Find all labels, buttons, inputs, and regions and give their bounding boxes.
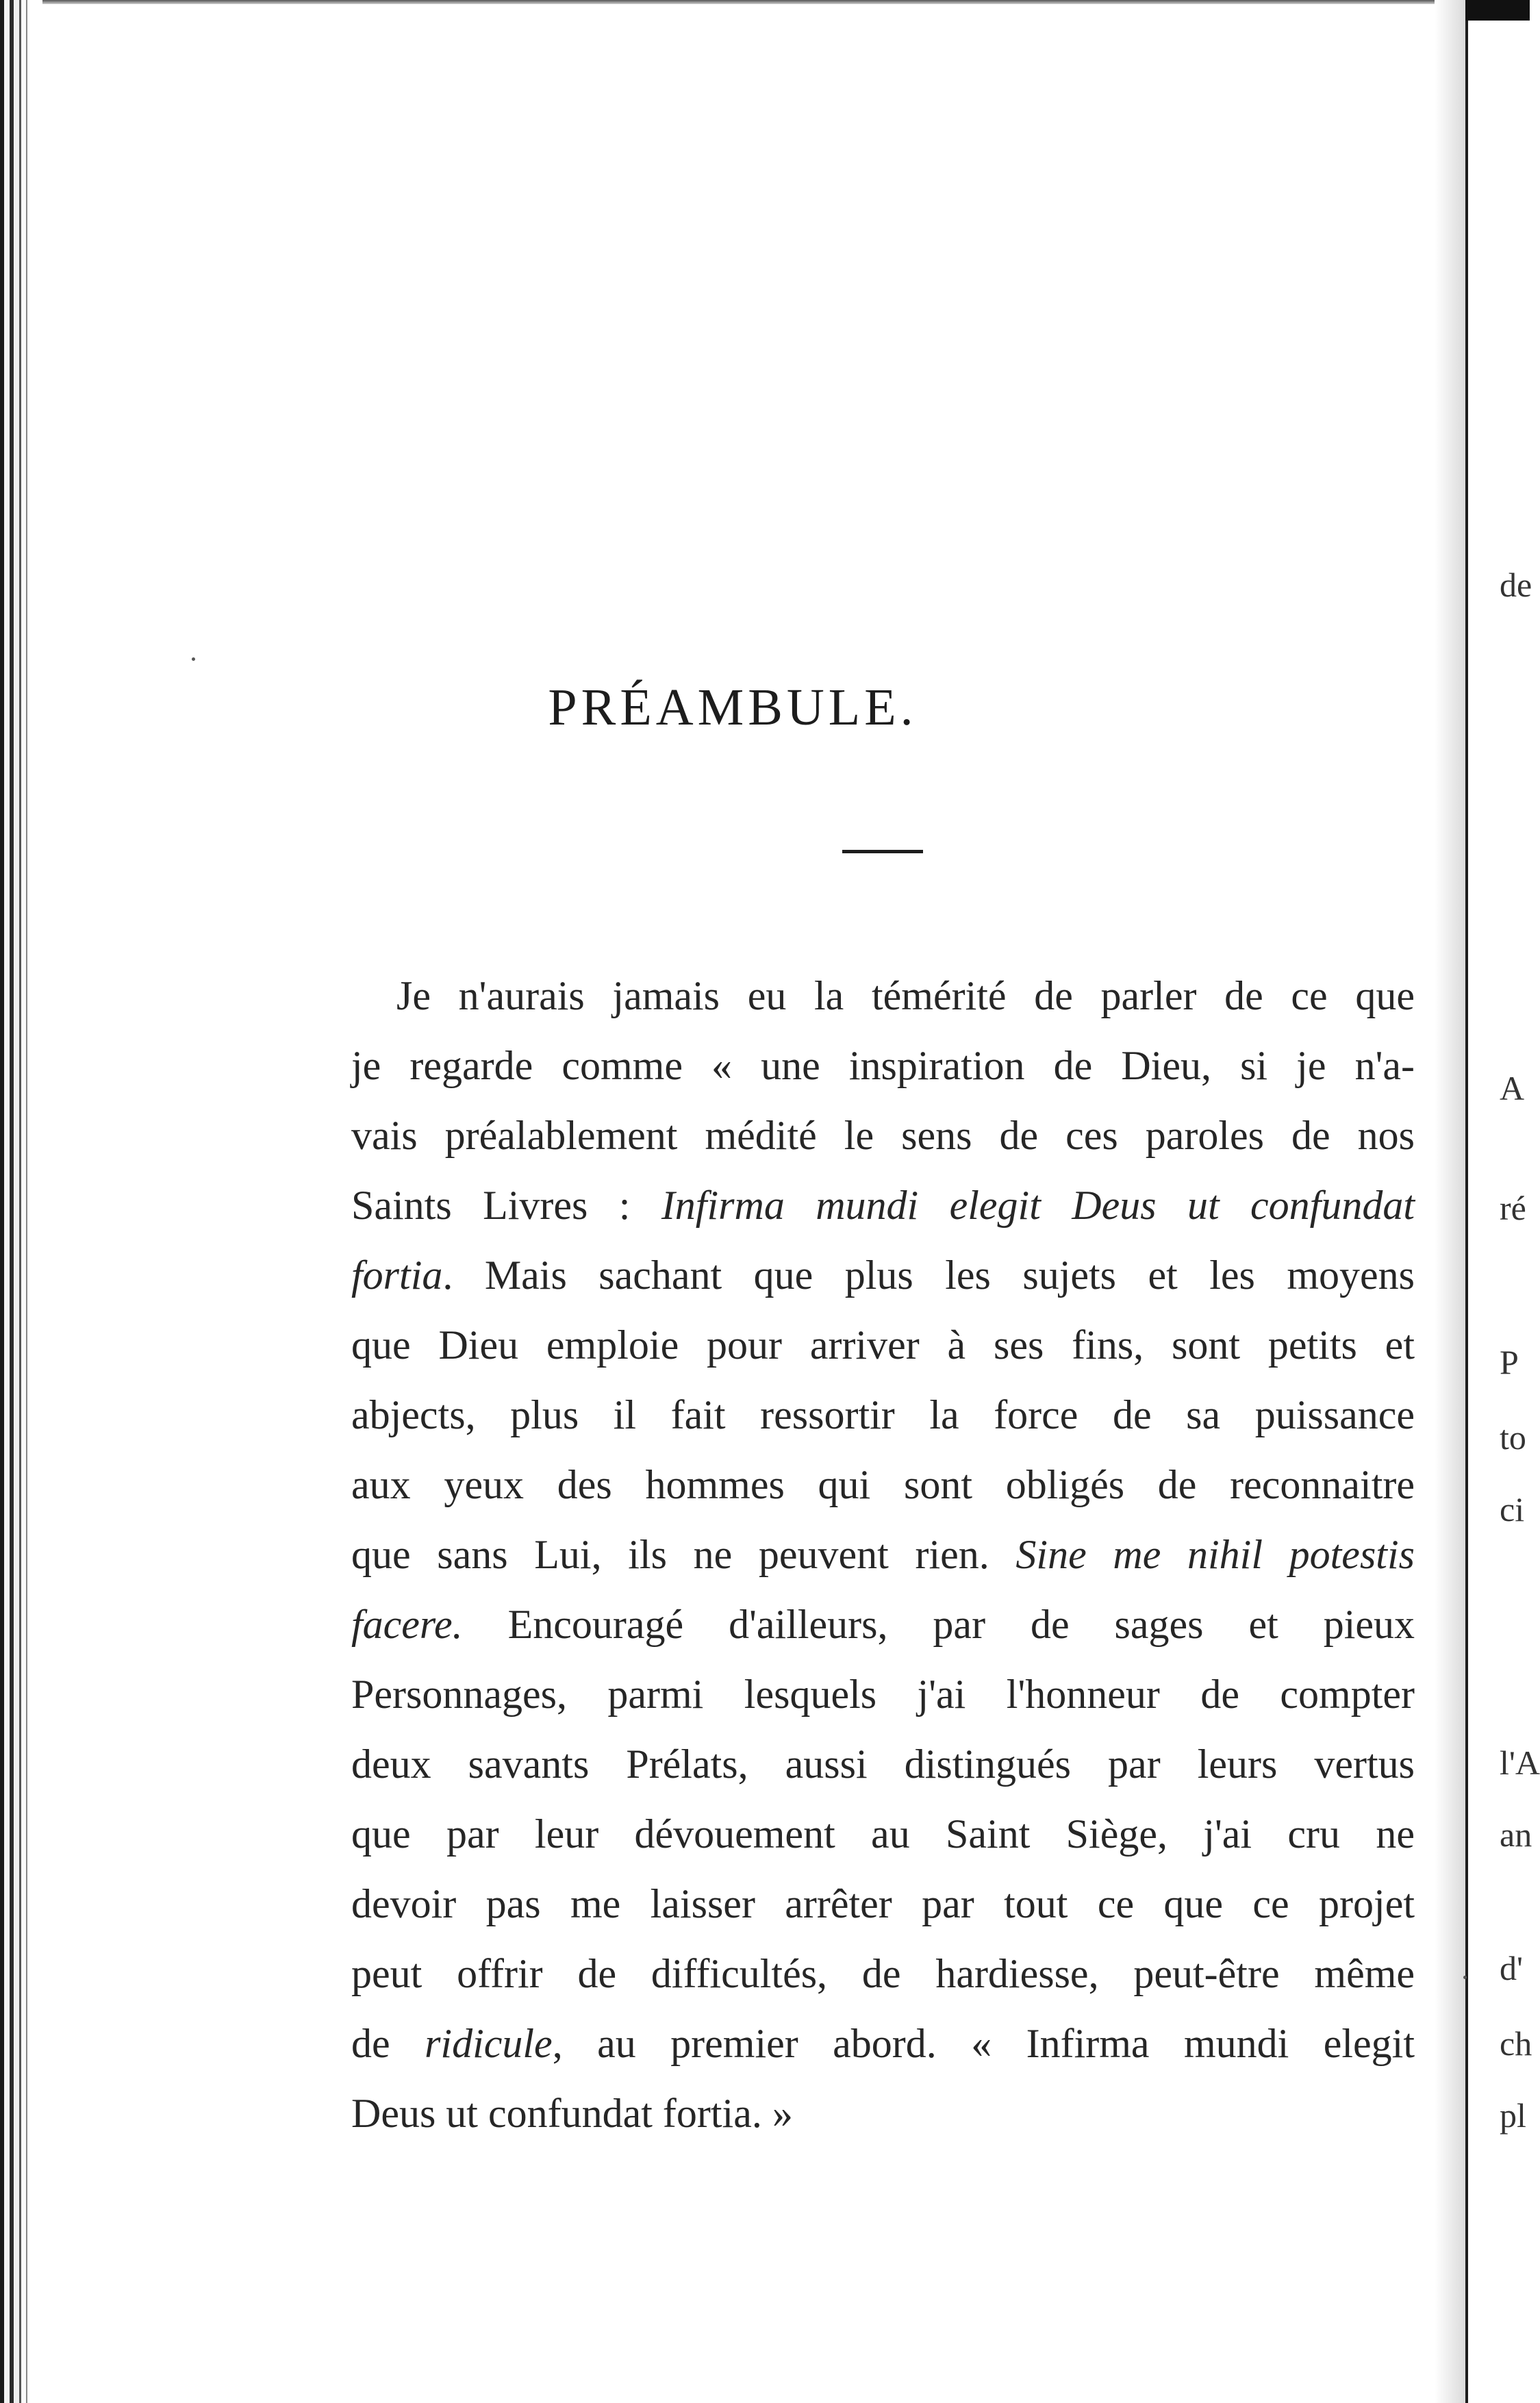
title-rule	[842, 850, 923, 853]
opposite-page-fragment: d'	[1500, 1949, 1524, 1987]
opposite-page-fragment: P	[1500, 1343, 1519, 1381]
text-line	[351, 1879, 1415, 1949]
text-line	[351, 1390, 1415, 1460]
page-title: PRÉAMBULE.	[548, 679, 918, 736]
text-run: que sans Lui, ils ne peuvent rien.	[351, 1532, 1016, 1577]
latin-quotation: Infirma mundi elegit Deus ut confundat	[661, 1183, 1415, 1228]
text-run: , au premier abord. « Infirma mundi elegit	[552, 2021, 1415, 2066]
text-run: vais préalablement médité le sens de ces paroles de nos	[351, 1113, 1415, 1158]
page-fold-shadow	[1435, 0, 1465, 2403]
opposite-page-fragment: de	[1500, 566, 1532, 604]
preamble-paragraph	[351, 971, 1415, 2159]
book-spine-edge	[0, 0, 42, 2403]
opposite-page-fragment: pl	[1500, 2096, 1526, 2135]
text-line	[351, 1530, 1415, 1600]
text-line	[351, 2089, 1415, 2159]
text-line	[351, 971, 1415, 1041]
text-line	[351, 1181, 1415, 1250]
opposite-page-fragment: A	[1500, 1069, 1525, 1107]
latin-quotation: facere.	[351, 1602, 463, 1647]
text-run: Deus ut confundat fortia. »	[351, 2091, 793, 2136]
text-line	[351, 1460, 1415, 1530]
opposite-page-fragment: ci	[1500, 1490, 1525, 1528]
text-run: Encouragé d'ailleurs, par de sages et pieux	[462, 1602, 1415, 1647]
text-run: Personnages, parmi lesquels j'ai l'honneur de compter	[351, 1672, 1415, 1717]
text-line	[351, 1111, 1415, 1181]
text-run: abjects, plus il fait ressortir la force de sa puissance	[351, 1392, 1415, 1437]
text-run: que par leur dévouement au Saint Siège, j'ai cru ne	[351, 1811, 1415, 1857]
text-line	[351, 1250, 1415, 1320]
opposite-page-fragment: an	[1500, 1815, 1532, 1854]
text-line	[351, 1809, 1415, 1879]
opposite-page-fragment: ré	[1500, 1189, 1526, 1227]
text-line	[351, 1600, 1415, 1670]
text-run: devoir pas me laisser arrêter par tout ce que ce projet	[351, 1881, 1415, 1926]
latin-quotation: fortia	[351, 1253, 443, 1298]
text-line	[351, 1041, 1415, 1111]
text-run: de	[351, 2021, 425, 2066]
text-run: que Dieu emploie pour arriver à ses fins, sont petits et	[351, 1322, 1415, 1368]
text-line	[351, 1739, 1415, 1809]
text-run: peut offrir de difficultés, de hardiesse, peut-être même	[351, 1951, 1415, 1996]
latin-quotation: Sine me nihil potestis	[1015, 1532, 1415, 1577]
opposite-page-fragment: l'A	[1500, 1744, 1540, 1782]
text-run: deux savants Prélats, aussi distingués par leurs vertus	[351, 1741, 1415, 1787]
opposite-page-fragment: to	[1500, 1418, 1526, 1457]
opposite-page-fragment: ch	[1500, 2024, 1532, 2063]
text-line	[351, 1320, 1415, 1390]
ink-speck	[192, 657, 195, 661]
latin-quotation: ridicule	[425, 2021, 553, 2066]
text-run: Je n'aurais jamais eu la témérité de parler de ce que	[396, 973, 1415, 1018]
text-line	[351, 1670, 1415, 1739]
ink-speck	[1463, 1976, 1467, 1979]
scan-top-edge	[41, 0, 1465, 4]
text-line	[351, 1949, 1415, 2019]
text-run: Saints Livres :	[351, 1183, 661, 1228]
opposite-page-top-corner	[1465, 0, 1530, 21]
text-run: je regarde comme « une inspiration de Dieu, si je n'a-	[351, 1043, 1415, 1088]
text-run: . Mais sachant que plus les sujets et les moyens	[442, 1253, 1415, 1298]
text-run: aux yeux des hommes qui sont obligés de reconnaitre	[351, 1462, 1415, 1507]
text-line	[351, 2019, 1415, 2089]
